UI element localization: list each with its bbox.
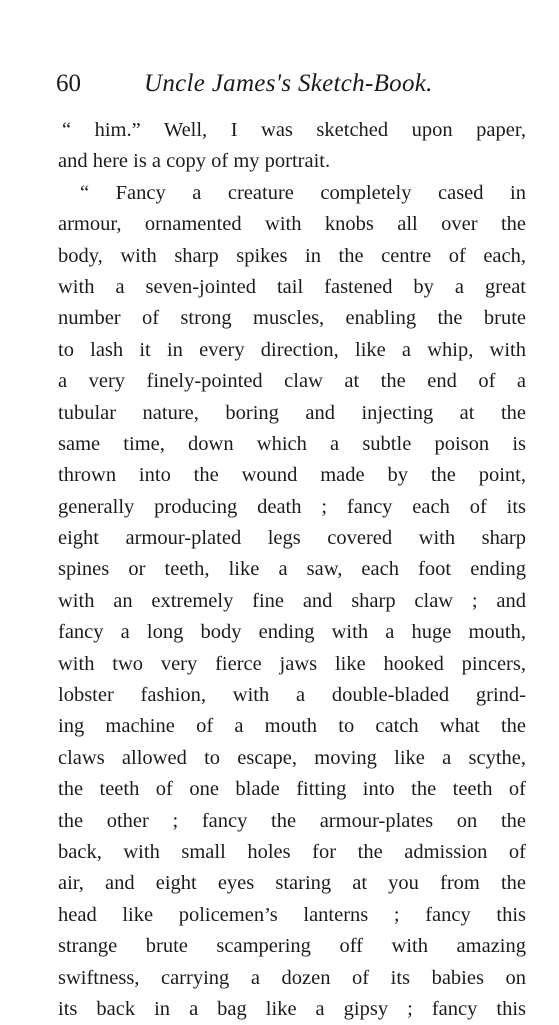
text-line: “ him.” Well, I was sketched upon paper, [62, 119, 526, 141]
text-line: with an extremely fine and sharp claw ; and [58, 589, 526, 612]
text-line: back, with small holes for the admission of [58, 840, 526, 863]
body-text [58, 115, 526, 1025]
text-line: and here is a copy of my portrait. [58, 150, 331, 173]
text-line: its back in a bag like a gipsy ; fancy this [58, 997, 526, 1020]
text-line: “ Fancy a creature completely cased in [80, 181, 526, 204]
text-line: head like policemen’s lanterns ; fancy this [58, 903, 526, 926]
text-line: with two very fierce jaws like hooked pincers, [58, 652, 526, 675]
text-line: thrown into the wound made by the point, [58, 464, 526, 487]
text-line: the other ; fancy the armour-plates on the [58, 809, 526, 832]
text-line: spines or teeth, like a saw, each foot ending [58, 558, 526, 581]
text-line: generally producing death ; fancy each of its [58, 495, 526, 518]
text-line: same time, down which a subtle poison is [58, 432, 526, 455]
text-line: armour, ornamented with knobs all over the [58, 213, 526, 236]
page-header [56, 66, 496, 102]
text-line: ing machine of a mouth to catch what the [58, 715, 526, 738]
text-line: body, with sharp spikes in the centre of each, [58, 244, 526, 267]
text-line: fancy a long body ending with a huge mouth, [58, 621, 526, 644]
text-line: claws allowed to escape, moving like a scythe, [58, 746, 526, 769]
text-line: strange brute scampering off with amazing [58, 935, 526, 958]
text-line: swiftness, carrying a dozen of its babies on [58, 966, 526, 989]
text-line: number of strong muscles, enabling the brute [58, 307, 526, 330]
running-title: Uncle James's Sketch-Book. [144, 70, 433, 97]
text-line: air, and eight eyes staring at you from the [58, 872, 526, 895]
text-line: lobster fashion, with a double-bladed grind- [58, 684, 526, 707]
text-line: with a seven-jointed tail fastened by a great [58, 275, 526, 298]
text-line: eight armour-plated legs covered with sharp [58, 527, 526, 550]
text-line: tubular nature, boring and injecting at the [58, 401, 526, 424]
text-line: the teeth of one blade fitting into the teeth of [58, 778, 526, 801]
text-line: to lash it in every direction, like a whip, with [58, 338, 526, 361]
page-number: 60 [56, 70, 81, 97]
text-line: a very finely-pointed claw at the end of a [58, 370, 526, 393]
